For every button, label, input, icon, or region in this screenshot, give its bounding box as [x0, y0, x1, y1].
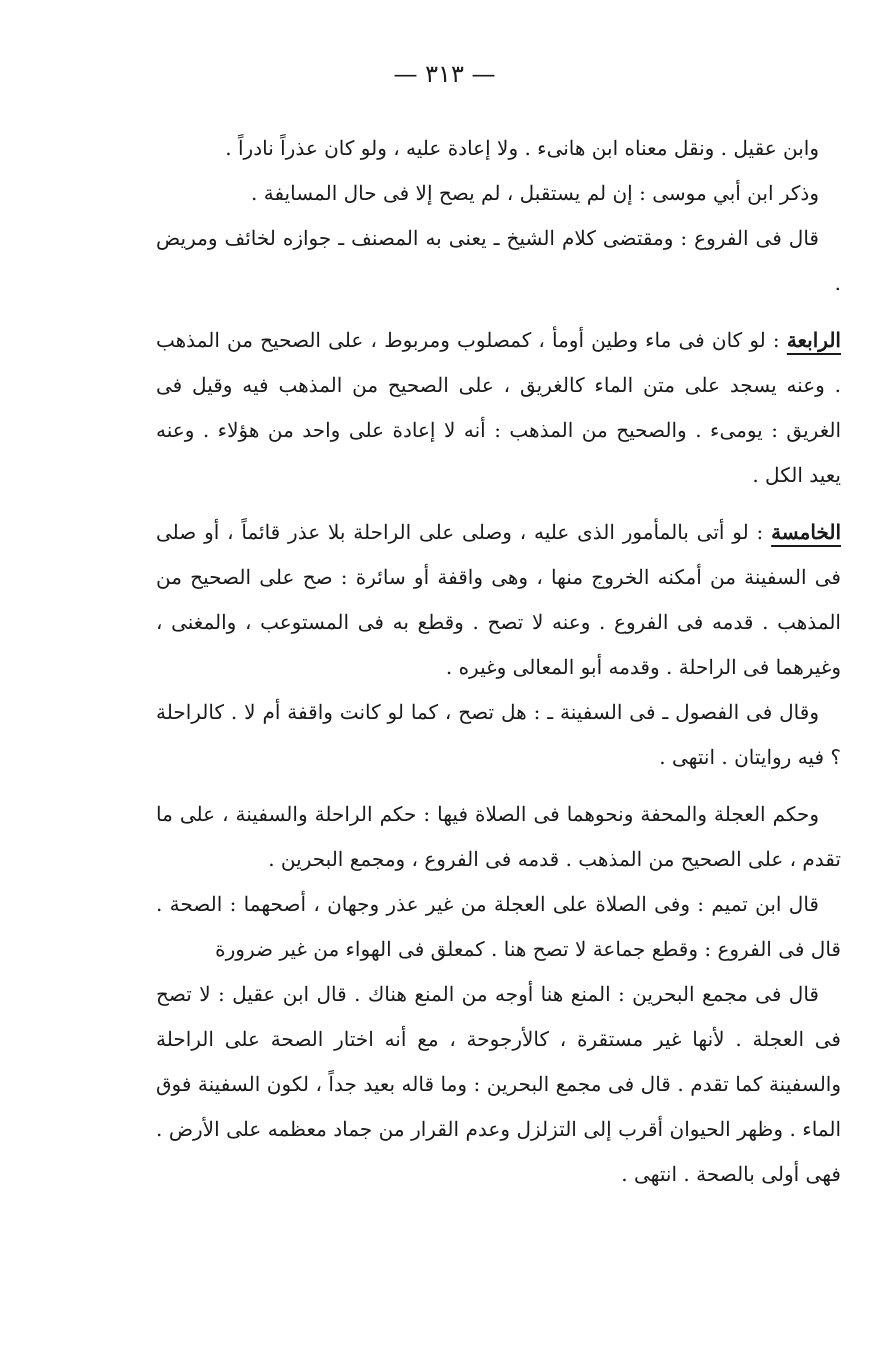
paragraph-text: وذكر ابن أبي موسى : إن لم يستقبل ، لم يصح إلا فى حال المسايفة .: [251, 181, 819, 205]
paragraph: [156, 972, 841, 1197]
paragraph-text: وابن عقيل . ونقل معناه ابن هانىء . ولا إعادة عليه ، ولو كان عذراً نادراً .: [225, 136, 819, 160]
paragraph-text: قال ابن تميم : وفى الصلاة على العجلة من غير عذر وجهان ، أصحهما : الصحة . قال فى الفروع : وقطع جماعة لا تصح هنا . كمعلق فى الهواء من غير ضرورة: [156, 892, 841, 961]
paragraph: [156, 126, 841, 171]
paragraph-fifth: [156, 510, 841, 690]
page-number: — ٣١٣ —: [393, 60, 496, 88]
paragraph-text: وحكم العجلة والمحفة ونحوهما فى الصلاة فيها : حكم الراحلة والسفينة ، على ما تقدم ، على الصحيح من المذهب . قدمه فى الفروع ، ومجمع البحرين .: [156, 802, 841, 871]
section-term: الرابعة: [786, 328, 841, 352]
paragraph: [156, 171, 841, 216]
paragraph: [156, 690, 841, 780]
paragraph-text: قال فى مجمع البحرين : المنع هنا أوجه من المنع هناك . قال ابن عقيل : لا تصح فى العجلة . لأنها غير مستقرة ، كالأرجوحة ، مع أنه اختار الصحة على الراحلة والسفينة كما تقدم . قال فى مجمع البحرين : وما قاله بعيد جداً ، لكون السفينة فوق الماء . وظهر الحيوان أقرب إلى التزلزل وعدم القرار من جماد معظمه على الأرض . فهى أولى بالصحة . انتهى .: [156, 982, 841, 1186]
paragraph-text: قال فى الفروع : ومقتضى كلام الشيخ ـ يعنى به المصنف ـ جوازه لخائف ومريض .: [156, 226, 841, 295]
body-text: [156, 126, 841, 1197]
section-term: الخامسة: [771, 520, 841, 544]
paragraph: [156, 216, 841, 306]
paragraph: [156, 882, 841, 972]
paragraph-fourth: [156, 318, 841, 498]
paragraph-text: : لو كان فى ماء وطين أومأ ، كمصلوب ومربوط ، على الصحيح من المذهب . وعنه يسجد على متن الماء كالغريق ، على الصحيح من المذهب فيه وقيل فى الغريق : يومىء . والصحيح من المذهب : أنه لا إعادة على واحد من هؤلاء . وعنه يعيد الكل .: [156, 328, 841, 487]
paragraph-text: وقال فى الفصول ـ فى السفينة ـ : هل تصح ، كما لو كانت واقفة أم لا . كالراحلة ؟ فيه روايتان . انتهى .: [156, 700, 841, 769]
paragraph: [156, 792, 841, 882]
paragraph-text: : لو أتى بالمأمور الذى عليه ، وصلى على الراحلة بلا عذر قائماً ، أو صلى فى السفينة من أمكنه الخروج منها ، وهى واقفة أو سائرة : صح على الصحيح من المذهب . قدمه فى الفروع . وعنه لا تصح . وقطع به فى المستوعب ، والمغنى ، وغيرهما فى الراحلة . وقدمه أبو المعالى وغيره .: [156, 520, 841, 679]
